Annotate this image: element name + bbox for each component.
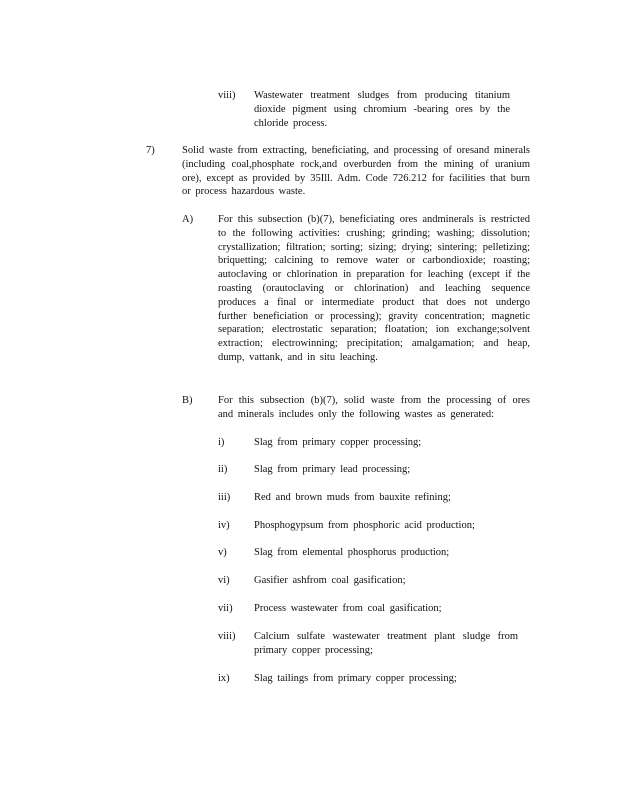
item-label: ii): [218, 464, 228, 475]
item-label: i): [218, 437, 225, 448]
item-label: ix): [218, 673, 230, 684]
item-text: Slag from elemental phosphorus production;: [254, 547, 450, 558]
item-label: iii): [218, 492, 231, 503]
item-label: B): [182, 395, 193, 406]
item-text: Gasifier ashfrom coal gasification;: [254, 575, 406, 586]
item-label: viii): [218, 90, 236, 101]
item-text: Slag tailings from primary copper processing;: [254, 673, 457, 684]
item-label: viii): [218, 631, 236, 642]
item-text: Phosphogypsum from phosphoric acid production;: [254, 520, 475, 531]
item-text: Process wastewater from coal gasification;: [254, 603, 442, 614]
item-text: Red and brown muds from bauxite refining;: [254, 492, 451, 503]
item-label: iv): [218, 520, 230, 531]
item-text: Wastewater treatment sludges from producing titanium dioxide pigment using chromium -bearing ores by the chloride process.: [254, 90, 510, 129]
item-label: A): [182, 214, 194, 225]
item-text: For this subsection (b)(7), beneficiating ores andminerals is restricted to the following activities: crushing; grinding; washing; dissolution; crystallization; filtration; sorting; sizing; drying; sintering; pelletizing; briquetting; calcining to remove water or carbondioxide; roasting; autoclaving or chlorination in preparation for leaching (except if the roasting (orautoclaving or chlorination) and leaching sequence produces a final or intermediate product that does not undergo further beneficiation or processing); gravity concentration; magnetic separation; electrostatic separation; floatation; ion exchange;solvent extraction; electrowinning; precipitation; amalgamation; and heap, dump, vattank, and in situ leaching.: [218, 214, 530, 363]
item-label: vii): [218, 603, 233, 614]
item-label: v): [218, 547, 227, 558]
item-label: 7): [146, 145, 155, 156]
item-text: Solid waste from extracting, beneficiating, and processing of oresand minerals (including coal,phosphate rock,and overburden from the mining of uranium ore), except as provided by 35Ill. Adm. Code 726.212 for facilities that burn or process hazardous waste.: [182, 145, 530, 198]
item-label: vi): [218, 575, 230, 586]
item-text: Slag from primary lead processing;: [254, 464, 411, 475]
item-text: Slag from primary copper processing;: [254, 437, 422, 448]
item-text: For this subsection (b)(7), solid waste from the processing of ores and minerals includes only the following wastes as generated:: [218, 395, 530, 420]
item-text: Calcium sulfate wastewater treatment plant sludge from primary copper processing;: [254, 631, 518, 656]
